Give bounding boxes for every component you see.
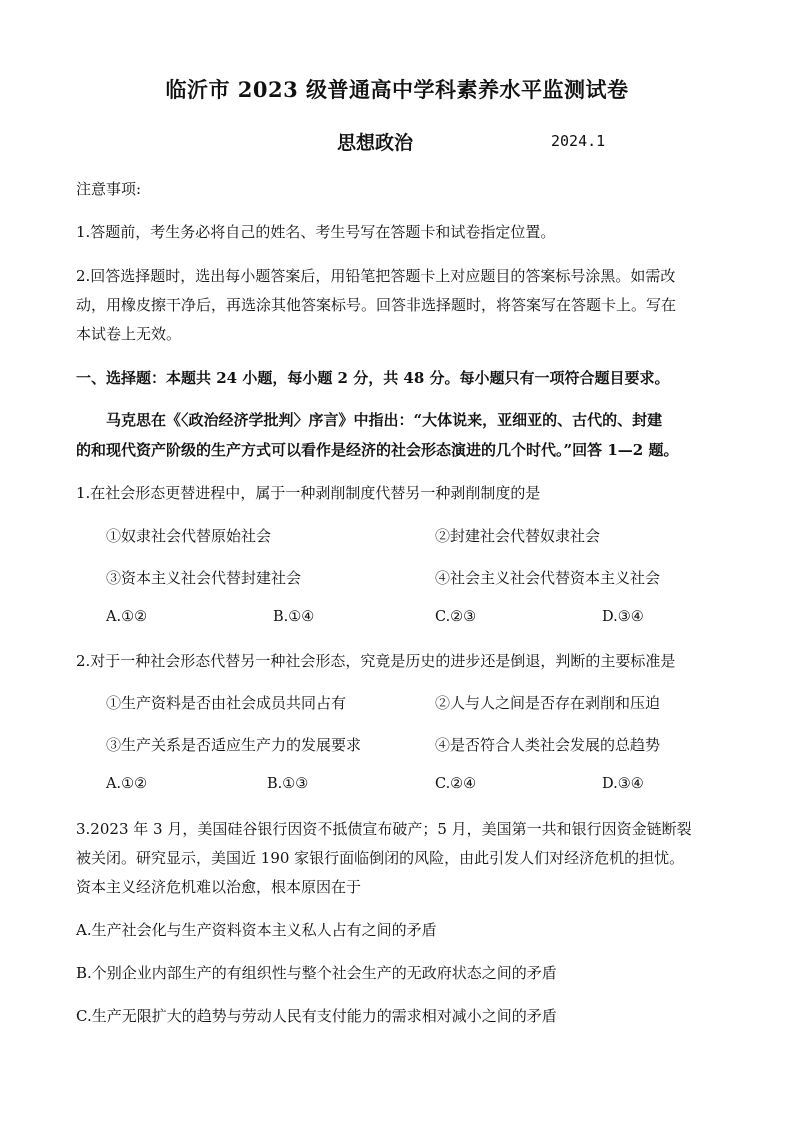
q3-stem-line-2: 被关闭。研究显示，美国近 190 家银行面临倒闭的风险，由此引发人们对经济危机的担忧。 [76,849,685,867]
exam-date: 2024.1 [551,132,606,150]
q3-choice-a: A.生产社会化与生产资料资本主义私人占有之间的矛盾 [76,921,437,939]
q1-choice-a: A.①② [106,609,148,625]
material-line-2: 的和现代资产阶级的生产方式可以看作是经济的社会形态演进的几个时代。”回答 1—2 题。 [76,441,679,459]
q1-option-2: ②封建社会代替奴隶社会 [435,527,601,545]
q2-stem: 2.对于一种社会形态代替另一种社会形态，究竟是历史的进步还是倒退，判断的主要标准是 [76,652,676,670]
q2-choice-b: B.①③ [267,776,309,792]
subtitle-row [0,128,794,158]
q1-choice-b: B.①④ [273,609,315,625]
subject-title: 思想政治 [337,132,414,154]
q2-choice-c: C.②④ [435,776,477,792]
q3-choice-b: B.个别企业内部生产的有组织性与整个社会生产的无政府状态之间的矛盾 [76,964,557,982]
q2-option-4: ④是否符合人类社会发展的总趋势 [435,736,661,754]
q2-choice-a: A.①② [106,776,148,792]
q1-option-3: ③资本主义社会代替封建社会 [106,569,302,587]
material-line-1: 马克思在《〈政治经济学批判〉序言》中指出：“大体说来，亚细亚的、古代的、封建 [106,411,663,429]
q1-option-1: ①奴隶社会代替原始社会 [106,527,272,545]
q1-choice-c: C.②③ [435,609,477,625]
q2-option-3: ③生产关系是否适应生产力的发展要求 [106,736,362,754]
section-heading: 一、选择题：本题共 24 小题，每小题 2 分，共 48 分。每小题只有一项符合题目要求。 [76,369,670,387]
q3-choice-c: C.生产无限扩大的趋势与劳动人民有支付能力的需求相对减小之间的矛盾 [76,1007,557,1025]
exam-title: 临沂市 2023 级普通高中学科素养水平监测试卷 [165,77,629,102]
q3-stem-line-3: 资本主义经济危机难以治愈，根本原因在于 [76,878,362,896]
q1-choice-d: D.③④ [602,609,644,625]
notice-item-2-line-3: 本试卷上无效。 [76,325,182,343]
notice-item-2-line-1: 2.回答选择题时，选出每小题答案后，用铅笔把答题卡上对应题目的答案标号涂黑。如需改 [76,267,676,285]
notice-item-1: 1.答题前，考生务必将自己的姓名、考生号写在答题卡和试卷指定位置。 [76,223,556,241]
notice-heading: 注意事项: [76,180,142,198]
q3-stem-line-1: 3.2023 年 3 月，美国硅谷银行因资不抵债宣布破产；5 月，美国第一共和银行因资金链断裂 [76,820,692,838]
q2-option-2: ②人与人之间是否存在剥削和压迫 [435,694,661,712]
q1-stem: 1.在社会形态更替进程中，属于一种剥削制度代替另一种剥削制度的是 [76,484,541,502]
q2-choice-d: D.③④ [602,776,644,792]
q2-option-1: ①生产资料是否由社会成员共同占有 [106,694,347,712]
q1-option-4: ④社会主义社会代替资本主义社会 [435,569,661,587]
notice-item-2-line-2: 动，用橡皮擦干净后，再选涂其他答案标号。回答非选择题时，将答案写在答题卡上。写在 [76,296,677,314]
